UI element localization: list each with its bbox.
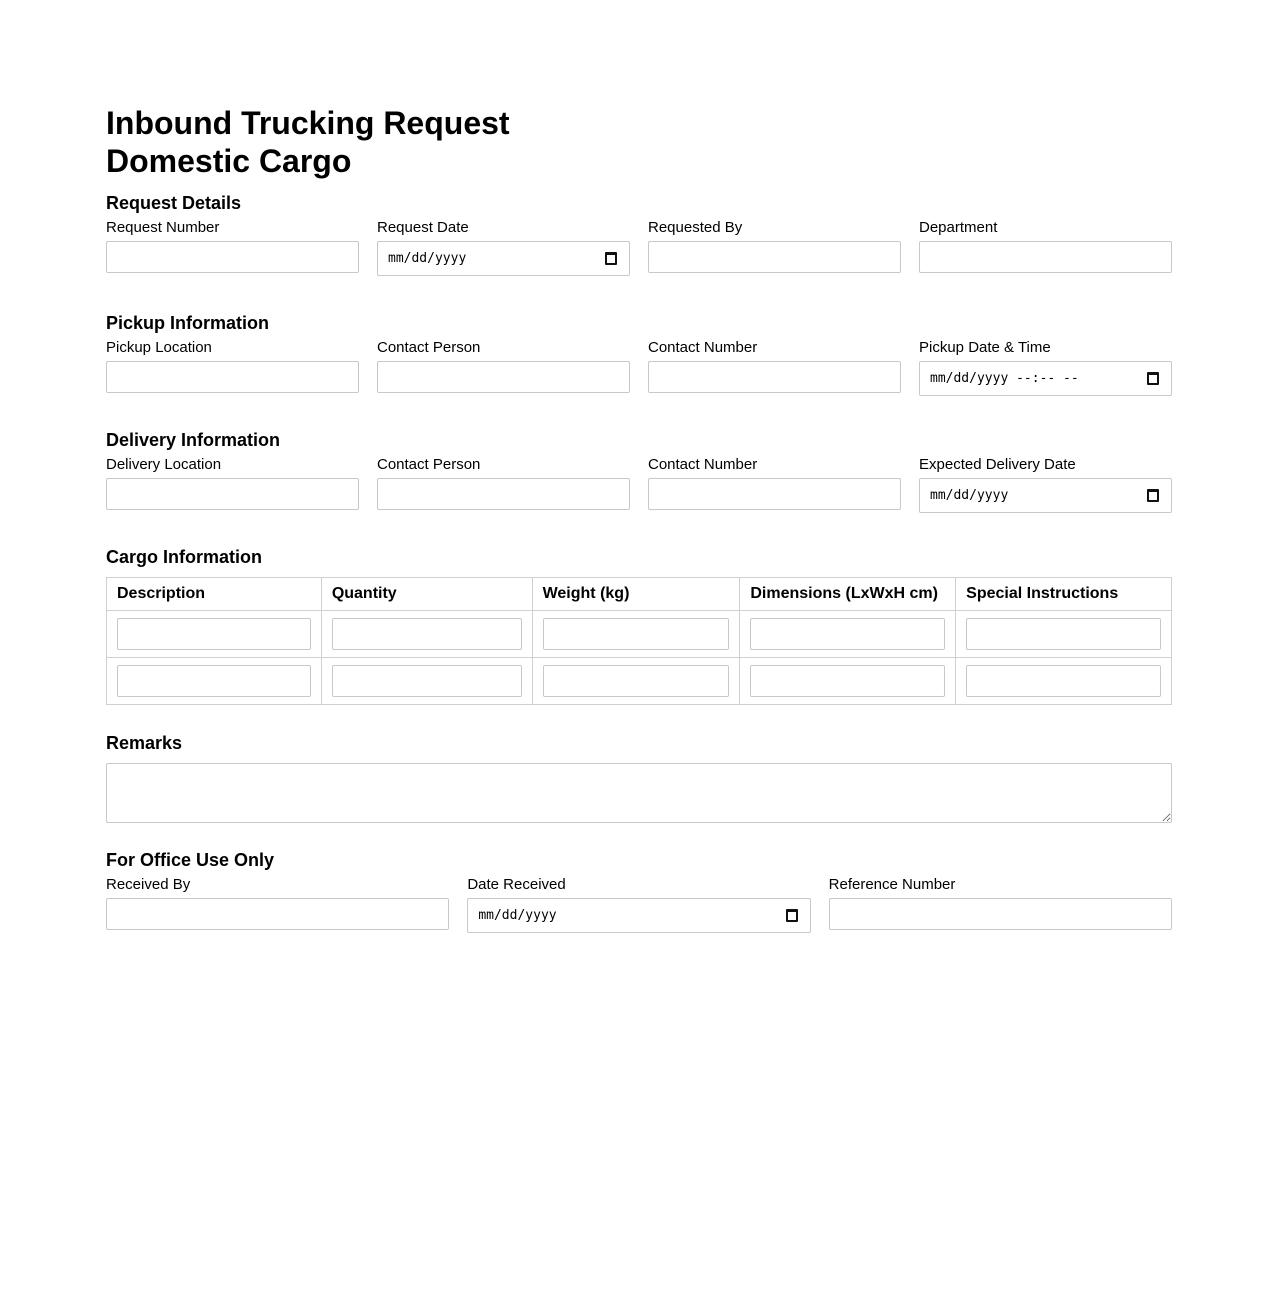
pickup-contact-number-input[interactable] <box>648 361 901 393</box>
cargo-description-input[interactable] <box>117 665 311 697</box>
column-header: Quantity <box>321 578 532 611</box>
reference-number-input[interactable] <box>829 898 1172 930</box>
office-use-section <box>106 849 1172 933</box>
calendar-icon[interactable] <box>1147 372 1159 385</box>
pickup-datetime-input[interactable] <box>919 361 1172 396</box>
field-label: Pickup Location <box>106 339 212 356</box>
date-placeholder: mm/dd/yyyy <box>388 251 467 266</box>
delivery-section <box>106 429 1172 513</box>
datetime-placeholder: mm/dd/yyyy --:-- -- <box>930 371 1079 386</box>
request-date-input[interactable] <box>377 241 630 276</box>
date-placeholder: mm/dd/yyyy <box>930 488 1009 503</box>
section-heading: Request Details <box>106 193 242 213</box>
cargo-table <box>106 577 1172 705</box>
cargo-dimensions-input[interactable] <box>750 665 945 697</box>
trucking-request-form <box>106 104 1172 933</box>
cargo-description-input[interactable] <box>117 618 311 650</box>
cargo-weight-input[interactable] <box>543 618 730 650</box>
title-line-1: Inbound Trucking Request <box>106 105 510 141</box>
received-by-input[interactable] <box>106 898 449 930</box>
field-label: Contact Person <box>377 456 481 473</box>
field-label: Request Number <box>106 219 220 236</box>
table-header-row <box>107 578 1172 611</box>
delivery-contact-number-input[interactable] <box>648 478 901 510</box>
request-details-section <box>106 192 1172 276</box>
title-line-2: Domestic Cargo <box>106 143 352 179</box>
cargo-weight-input[interactable] <box>543 665 730 697</box>
column-header: Special Instructions <box>956 578 1172 611</box>
cargo-special-instructions-input[interactable] <box>966 618 1161 650</box>
date-placeholder: mm/dd/yyyy <box>478 908 557 923</box>
calendar-icon[interactable] <box>1147 489 1159 502</box>
column-header: Description <box>107 578 322 611</box>
field-label: Received By <box>106 876 191 893</box>
field-label: Contact Number <box>648 456 758 473</box>
cargo-special-instructions-input[interactable] <box>966 665 1161 697</box>
cargo-dimensions-input[interactable] <box>750 618 945 650</box>
cargo-section <box>106 546 1172 705</box>
table-row <box>107 658 1172 705</box>
field-label: Delivery Location <box>106 456 222 473</box>
column-header: Weight (kg) <box>532 578 740 611</box>
requested-by-input[interactable] <box>648 241 901 273</box>
department-input[interactable] <box>919 241 1172 273</box>
cargo-quantity-input[interactable] <box>332 665 522 697</box>
column-header: Dimensions (LxWxH cm) <box>740 578 956 611</box>
expected-delivery-date-input[interactable] <box>919 478 1172 513</box>
field-label: Contact Number <box>648 339 758 356</box>
cargo-quantity-input[interactable] <box>332 618 522 650</box>
date-received-input[interactable] <box>467 898 810 933</box>
field-label: Contact Person <box>377 339 481 356</box>
section-heading: Pickup Information <box>106 313 270 333</box>
page-title <box>106 104 1172 180</box>
remarks-section <box>106 732 1172 823</box>
field-label: Date Received <box>467 876 566 893</box>
field-label: Requested By <box>648 219 743 236</box>
delivery-contact-person-input[interactable] <box>377 478 630 510</box>
field-label: Department <box>919 219 998 236</box>
table-row <box>107 611 1172 658</box>
request-number-input[interactable] <box>106 241 359 273</box>
remarks-textarea[interactable] <box>106 763 1172 823</box>
field-label: Expected Delivery Date <box>919 456 1076 473</box>
field-label: Request Date <box>377 219 469 236</box>
delivery-location-input[interactable] <box>106 478 359 510</box>
field-label: Pickup Date & Time <box>919 339 1051 356</box>
field-label: Reference Number <box>828 876 956 893</box>
section-heading: Cargo Information <box>106 547 262 567</box>
pickup-contact-person-input[interactable] <box>377 361 630 393</box>
section-heading: Delivery Information <box>106 430 281 450</box>
pickup-location-input[interactable] <box>106 361 359 393</box>
calendar-icon[interactable] <box>786 909 798 922</box>
section-heading: Remarks <box>106 733 183 753</box>
section-heading: For Office Use Only <box>106 850 275 870</box>
pickup-section <box>106 312 1172 396</box>
calendar-icon[interactable] <box>605 252 617 265</box>
